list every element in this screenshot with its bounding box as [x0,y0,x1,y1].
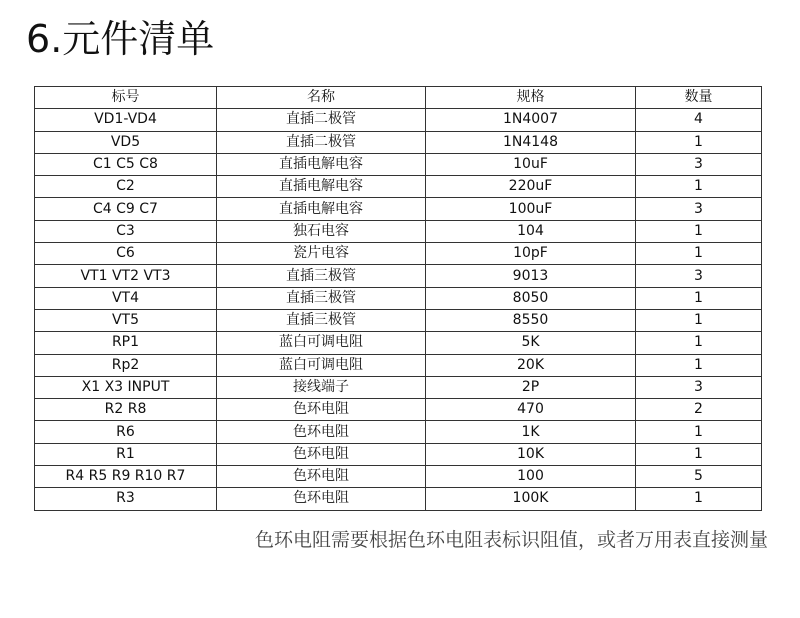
table-row [35,332,762,354]
cell-spec: 1K [426,421,636,443]
cell-spec: 104 [426,220,636,242]
cell-spec: 1N4007 [426,109,636,131]
table-row [35,466,762,488]
cell-name: 独石电容 [217,220,426,242]
header-designator: 标号 [35,87,217,109]
cell-quantity: 1 [636,243,762,265]
cell-designator: C6 [35,243,217,265]
cell-designator: VT5 [35,309,217,331]
cell-spec: 470 [426,399,636,421]
cell-designator: R6 [35,421,217,443]
cell-quantity: 3 [636,153,762,175]
cell-spec: 100uF [426,198,636,220]
table-row [35,354,762,376]
cell-quantity: 1 [636,354,762,376]
cell-name: 直插电解电容 [217,198,426,220]
cell-name: 蓝白可调电阻 [217,354,426,376]
cell-quantity: 5 [636,466,762,488]
cell-quantity: 1 [636,287,762,309]
cell-name: 色环电阻 [217,421,426,443]
cell-spec: 220uF [426,176,636,198]
cell-quantity: 3 [636,198,762,220]
cell-quantity: 1 [636,176,762,198]
table-row [35,399,762,421]
cell-spec: 5K [426,332,636,354]
cell-spec: 10uF [426,153,636,175]
cell-quantity: 1 [636,220,762,242]
cell-name: 色环电阻 [217,443,426,465]
cell-spec: 100 [426,466,636,488]
table-row [35,220,762,242]
cell-name: 接线端子 [217,376,426,398]
cell-spec: 100K [426,488,636,510]
cell-spec: 1N4148 [426,131,636,153]
header-row [35,87,762,109]
cell-name: 直插二极管 [217,131,426,153]
parts-table-header [35,87,762,109]
cell-name: 直插三极管 [217,265,426,287]
table-row [35,488,762,510]
table-row [35,443,762,465]
cell-designator: RP1 [35,332,217,354]
cell-spec: 9013 [426,265,636,287]
cell-name: 直插三极管 [217,309,426,331]
cell-designator: R2 R8 [35,399,217,421]
cell-designator: VT4 [35,287,217,309]
table-row [35,198,762,220]
table-row [35,421,762,443]
cell-quantity: 1 [636,309,762,331]
table-row [35,131,762,153]
cell-quantity: 2 [636,399,762,421]
table-row [35,376,762,398]
table-row [35,265,762,287]
table-row [35,109,762,131]
cell-name: 直插三极管 [217,287,426,309]
table-row [35,309,762,331]
cell-spec: 8550 [426,309,636,331]
cell-designator: Rp2 [35,354,217,376]
cell-designator: X1 X3 INPUT [35,376,217,398]
cell-spec: 10K [426,443,636,465]
section-heading [26,14,214,64]
footnote: 色环电阻需要根据色环电阻表标识阻值，或者万用表直接测量 [254,529,768,551]
header-quantity: 数量 [636,87,762,109]
cell-designator: R1 [35,443,217,465]
cell-designator: C2 [35,176,217,198]
cell-spec: 8050 [426,287,636,309]
cell-name: 色环电阻 [217,466,426,488]
cell-designator: VT1 VT2 VT3 [35,265,217,287]
cell-name: 直插二极管 [217,109,426,131]
parts-table [34,86,762,511]
cell-quantity: 3 [636,376,762,398]
cell-designator: C4 C9 C7 [35,198,217,220]
cell-name: 蓝白可调电阻 [217,332,426,354]
header-name: 名称 [217,87,426,109]
cell-designator: C3 [35,220,217,242]
cell-designator: R3 [35,488,217,510]
section-dot: . [50,17,63,61]
cell-quantity: 1 [636,332,762,354]
cell-spec: 20K [426,354,636,376]
cell-quantity: 4 [636,109,762,131]
cell-quantity: 1 [636,488,762,510]
cell-name: 色环电阻 [217,488,426,510]
cell-name: 瓷片电容 [217,243,426,265]
header-spec: 规格 [426,87,636,109]
section-number: 6 [26,17,51,61]
cell-quantity: 3 [636,265,762,287]
table-row [35,287,762,309]
table-row [35,176,762,198]
cell-designator: R4 R5 R9 R10 R7 [35,466,217,488]
section-title: 元件清单 [62,17,215,61]
table-row [35,243,762,265]
table-row [35,153,762,175]
cell-spec: 2P [426,376,636,398]
cell-name: 色环电阻 [217,399,426,421]
cell-designator: VD5 [35,131,217,153]
cell-quantity: 1 [636,443,762,465]
cell-quantity: 1 [636,421,762,443]
cell-name: 直插电解电容 [217,153,426,175]
cell-name: 直插电解电容 [217,176,426,198]
cell-quantity: 1 [636,131,762,153]
cell-spec: 10pF [426,243,636,265]
cell-designator: C1 C5 C8 [35,153,217,175]
parts-table-body [35,109,762,510]
cell-designator: VD1-VD4 [35,109,217,131]
